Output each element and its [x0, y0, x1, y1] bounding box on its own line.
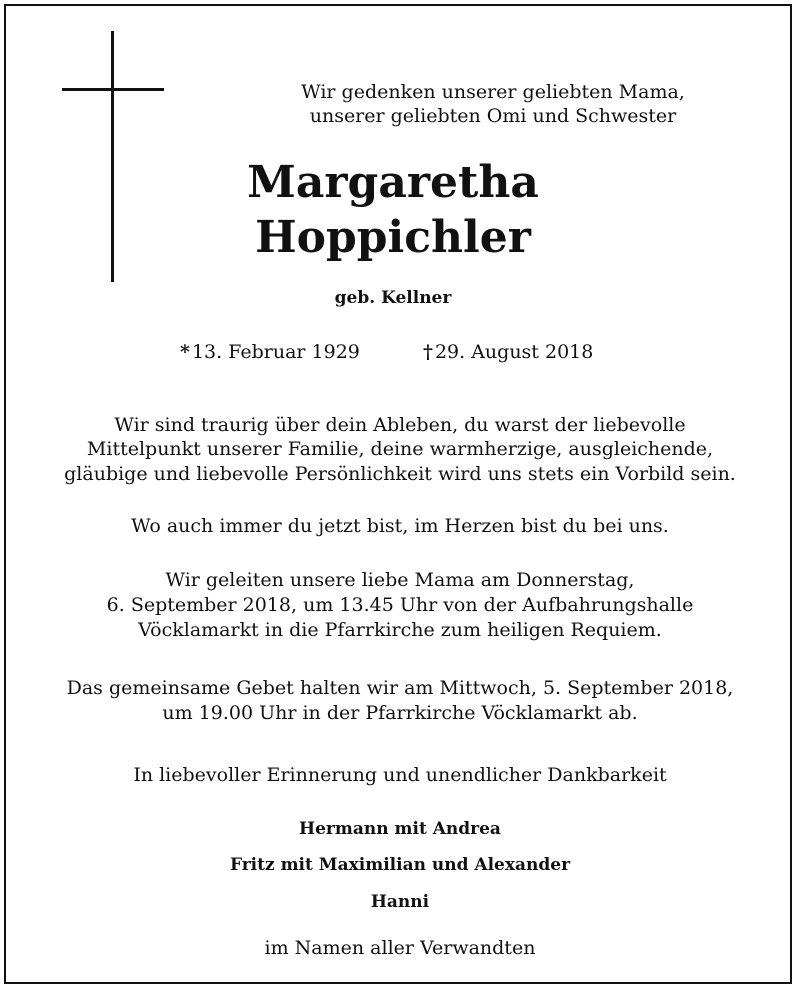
paragraph-4-line-1: Das gemeinsame Gebet halten wir am Mittwoch, 5. September 2018, [66, 677, 734, 699]
paragraph-1-line-1: Wir sind traurig über dein Ableben, du warst der liebevolle [114, 414, 686, 436]
family-note: im Namen aller Verwandten [264, 937, 536, 959]
deceased-last-name: Hoppichler [255, 212, 531, 263]
birth-date-line [180, 340, 360, 364]
intro-line-1: Wir gedenken unserer geliebten Mama, [301, 81, 685, 103]
paragraph-3-line-1: Wir geleiten unsere liebe Mama am Donnerstag, [165, 569, 635, 591]
paragraph-4-line-2: um 19.00 Uhr in der Pfarrkirche Vöcklamarkt ab. [162, 702, 638, 724]
death-date: 29. August 2018 [434, 341, 594, 363]
signatory: Hermann mit Andrea [299, 819, 501, 839]
death-date-line [423, 340, 593, 364]
paragraph-3-line-3: Vöcklamarkt in die Pfarrkirche zum heiligen Requiem. [138, 619, 662, 641]
paragraph-1-line-3: gläubige und liebevolle Persönlichkeit wird uns stets ein Vorbild sein. [64, 463, 736, 485]
signatory: Hanni [370, 892, 430, 912]
intro-line-2: unserer geliebten Omi und Schwester [309, 105, 677, 127]
paragraph-2: Wo auch immer du jetzt bist, im Herzen bist du bei uns. [131, 515, 669, 537]
paragraph-1-line-2: Mittelpunkt unserer Familie, deine warmherzige, ausgleichende, [86, 438, 714, 460]
birth-date: 13. Februar 1929 [191, 341, 360, 363]
signatory: Fritz mit Maximilian und Alexander [229, 855, 571, 875]
maiden-name: geb. Kellner [334, 288, 452, 308]
birth-star-icon: * [180, 341, 190, 363]
paragraph-3-line-2: 6. September 2018, um 13.45 Uhr von der Aufbahrungshalle [106, 594, 694, 616]
closing-line: In liebevoller Erinnerung und unendlicher Dankbarkeit [133, 764, 667, 786]
deceased-first-name: Margaretha [247, 157, 539, 208]
death-cross-icon: † [423, 341, 433, 363]
